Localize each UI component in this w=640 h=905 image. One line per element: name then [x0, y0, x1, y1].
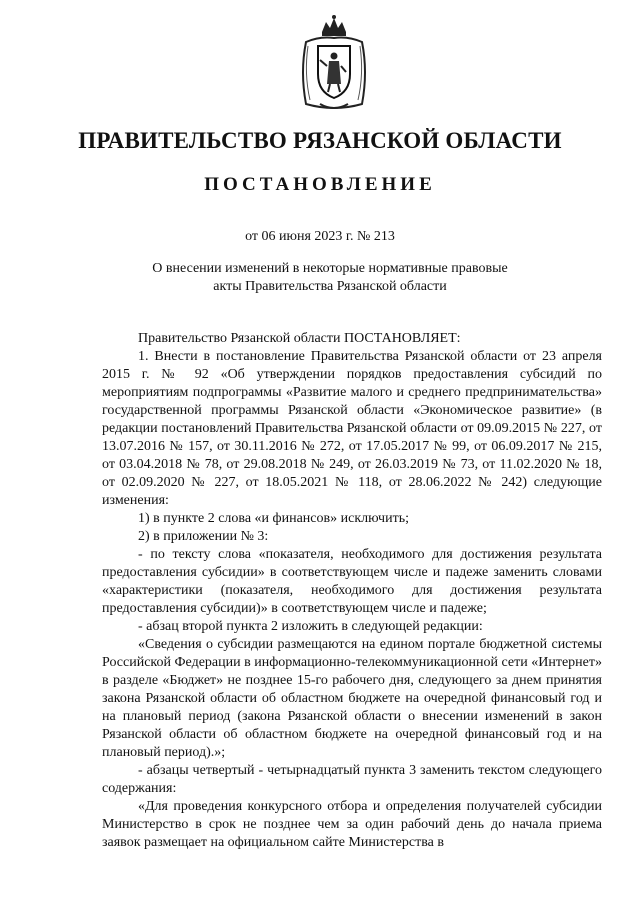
government-title: ПРАВИТЕЛЬСТВО РЯЗАНСКОЙ ОБЛАСТИ — [78, 128, 562, 153]
paragraph-point-3-text: «Для проведения конкурсного отбора и определения получателей субсидии Министерство в срок не позднее чем за один рабочий день до начала приема заявок размещает на официальном сайте Министерства в — [102, 799, 602, 850]
ryazan-coat-of-arms-icon — [296, 12, 372, 116]
paragraph-point-2-intro: - абзац второй пункта 2 изложить в следующей редакции: — [138, 619, 483, 634]
document-subject: О внесении изменений в некоторые нормативные правовые акты Правительства Рязанской области — [152, 261, 508, 294]
paragraph-resolves: Правительство Рязанской области ПОСТАНОВЛЯЕТ: — [138, 331, 461, 346]
paragraph-replace-words: - по тексту слова «показателя, необходимого для достижения результата предоставления субсидии» в соответствующем числе и падеже заменить словами «характеристики (показателя, необходимого для достижения результата предоставления субсидии)» в соответствующем числе и падеже; — [102, 547, 602, 616]
document-body — [102, 330, 602, 852]
paragraph-subitem-2: 2) в приложении № 3: — [138, 529, 269, 544]
paragraph-subitem-1: 1) в пункте 2 слова «и финансов» исключить; — [138, 511, 409, 526]
document-type: ПОСТАНОВЛЕНИЕ — [204, 174, 436, 195]
paragraph-point-2-text: «Сведения о субсидии размещаются на едином портале бюджетной системы Российской Федерации в информационно-телекоммуникационной сети «Интернет» в разделе «Бюджет» не позднее 15-го рабочего дня, следующего за днем принятия закона Рязанской области об областном бюджете на очередной финансовый год и на плановый период (закона Рязанской области о внесении изменений в закон Рязанской области об областном бюджете на очередной финансовый год и на плановый период).»; — [102, 637, 602, 760]
paragraph-item-1: 1. Внести в постановление Правительства Рязанской области от 23 апреля 2015 г. № 92 «Об утверждении порядков предоставления субсидий по мероприятиям подпрограммы «Развитие малого и среднего предпринимательства» государственной программы Рязанской области «Экономическое развитие» (в редакции постановлений Правительства Рязанской области от 09.09.2015 № 227, от 13.07.2016 № 157, от 30.11.2016 № 272, от 17.05.2017 № 99, от 06.09.2017 № 215, от 03.04.2018 № 78, от 29.08.2018 № 249, от 26.03.2019 № 73, от 11.02.2020 № 18, от 02.09.2020 № 227, от 18.05.2021 № 118, от 28.06.2022 № 242) следующие изменения: — [102, 349, 602, 508]
paragraph-point-3-intro: - абзацы четвертый - четырнадцатый пункта 3 заменить текстом следующего содержания: — [102, 763, 602, 796]
document-date-number: от 06 июня 2023 г. № 213 — [245, 229, 395, 244]
